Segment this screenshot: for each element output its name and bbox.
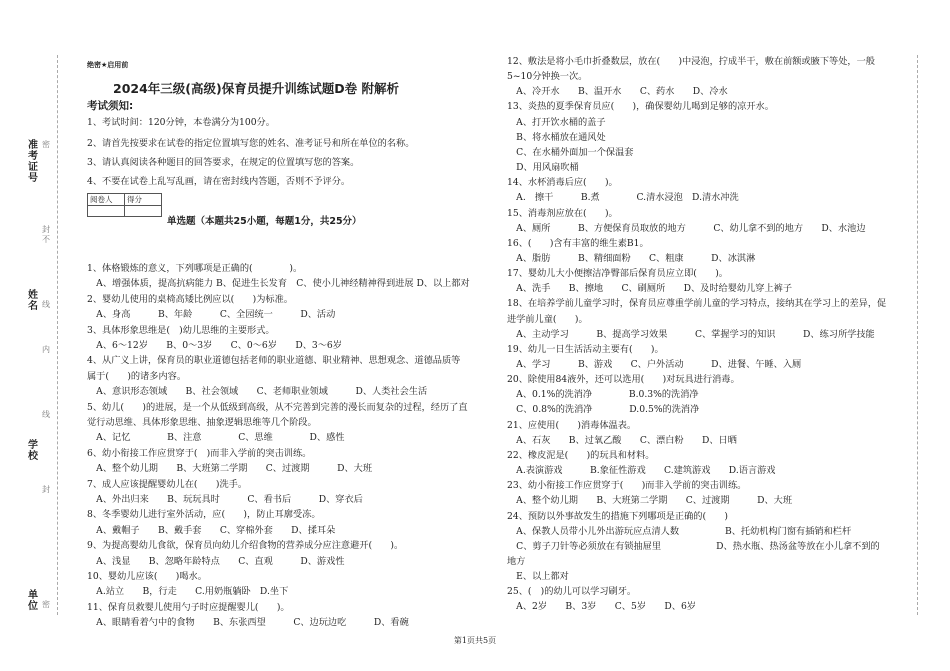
question-line: A、整个幼儿期 B、大班第二学期 C、过渡期 D、大班 bbox=[87, 463, 373, 475]
notice-item: 2、请首先按要求在试卷的指定位置填写您的姓名、准考证号和所在单位的名称。 bbox=[87, 138, 415, 149]
question-line: 16、( )含有丰富的维生素B1。 bbox=[507, 237, 649, 249]
question-line: A、洗手 B、擦地 C、刷厕所 D、及时给婴幼儿穿上裤子 bbox=[507, 283, 793, 295]
question-line: 地方 bbox=[507, 555, 526, 567]
score-blank bbox=[125, 206, 162, 217]
seal-mark: 封 bbox=[42, 225, 50, 234]
binding-margin bbox=[20, 0, 60, 671]
question-line: A、0.1%的洗消净 B.0.3%的洗消净 bbox=[507, 389, 699, 401]
question-line: 24、预防以外事故发生的措施下列哪项是正确的( ) bbox=[507, 510, 728, 522]
question-line: D、用风扇吹桶 bbox=[507, 162, 579, 174]
score-cell: 得分 bbox=[125, 194, 162, 206]
question-line: 5、幼儿( )的进展，是一个从低级到高级，从不完善到完善的漫长而复杂的过程，经历了直 bbox=[87, 401, 468, 413]
name-label: 姓名 bbox=[28, 290, 38, 312]
question-line: A、厕所 B、方便保育员取放的地方 C、幼儿拿不到的地方 D、水池边 bbox=[507, 222, 866, 234]
notice-heading: 考试须知: bbox=[87, 100, 134, 112]
question-line: A、保教人员带小儿外出游玩应点清人数 B、托幼机构门窗有插销和栏杆 bbox=[507, 525, 852, 537]
question-line: A、外出归来 B、玩玩具时 C、看书后 D、穿衣后 bbox=[87, 494, 363, 505]
question-line: A、增强体质，提高抗病能力 B、促进生长发育 C、使小儿神经精神得到进展 D、以上都对 bbox=[87, 278, 470, 290]
question-line: C、剪子刀针等必须放在有锁抽屉里 D、热水瓶、热汤盆等放在小儿拿不到的 bbox=[507, 540, 880, 552]
exam-number-label: 准考证号 bbox=[28, 140, 38, 184]
seal-mark: 内 bbox=[42, 345, 50, 354]
question-line: 1、体格锻炼的意义，下列哪项是正确的( )。 bbox=[87, 263, 303, 274]
question-line: A、石灰 B、过氧乙酸 C、漂白粉 D、日晒 bbox=[507, 434, 737, 446]
question-line: 13、炎热的夏季保育员应( )，确保婴幼儿喝到足够的凉开水。 bbox=[507, 101, 774, 113]
question-line: A. 擦干 B.煮 C.清水浸泡 D.清水冲洗 bbox=[507, 192, 739, 204]
question-line: A、打开饮水桶的盖子 bbox=[507, 116, 606, 128]
question-line: 进学前儿童( )。 bbox=[507, 313, 588, 325]
school-label: 学校 bbox=[28, 440, 38, 462]
question-line: B、将水桶放在通风处 bbox=[507, 131, 606, 143]
seal-line-left bbox=[57, 55, 58, 615]
seal-mark: 线 bbox=[42, 300, 50, 309]
question-line: 22、橡皮泥是( )的玩具和材料。 bbox=[507, 449, 655, 461]
question-line: C、在水桶外面加一个保温套 bbox=[507, 146, 634, 158]
question-line: A、学习 B、游戏 C、户外活动 D、进餐、午睡、入厕 bbox=[507, 359, 802, 370]
grader-cell: 阅卷人 bbox=[88, 194, 125, 206]
question-line: A、主动学习 B、提高学习效果 C、掌握学习的知识 D、练习所学技能 bbox=[507, 328, 875, 340]
page-footer: 第1页共5页 bbox=[453, 636, 497, 645]
seal-mark: 封 bbox=[42, 485, 50, 494]
question-line: A、冷开水 B、温开水 C、药水 D、冷水 bbox=[507, 86, 728, 98]
question-line: A、6～12岁 B、0～3岁 C、0～6岁 D、3～6岁 bbox=[87, 340, 342, 351]
unit-label: 单位 bbox=[28, 590, 38, 612]
question-line: 19、幼儿一日生活活动主要有( )。 bbox=[507, 343, 664, 355]
seal-mark: 密 bbox=[42, 600, 50, 609]
score-table bbox=[87, 193, 162, 217]
question-line: 4、从广义上讲，保育员的职业道德包括老师的职业道德、职业精神、思想观念、道德品质等 bbox=[87, 355, 461, 367]
question-line: 21、应使用( )消毒体温表。 bbox=[507, 419, 637, 431]
question-line: 觉行动思维、具体形象思维、抽象逻辑思维等几个阶段。 bbox=[87, 417, 317, 428]
question-line: 20、除使用84液外，还可以选用( )对玩具进行消毒。 bbox=[507, 374, 740, 386]
seal-mark: 不 bbox=[42, 235, 50, 244]
question-line: 12、敷法是将小毛巾折叠数层，放在( )中浸泡，拧成半干，敷在前额或腋下等处，一般 bbox=[507, 56, 875, 67]
question-line: A、身高 B、年龄 C、全园统一 D、活动 bbox=[87, 309, 336, 321]
question-line: 9、为提高婴幼儿食欲，保育员向幼儿介绍食物的营养成分应注意避开( )。 bbox=[87, 540, 404, 552]
section-heading: 单选题（本题共25小题，每题1分，共25分） bbox=[167, 216, 362, 227]
question-line: 7、成人应该提醒婴幼儿在( )洗手。 bbox=[87, 478, 248, 490]
question-line: A、浅显 B、忽略年龄特点 C、直观 D、游戏性 bbox=[87, 555, 345, 567]
notice-item: 4、不要在试卷上乱写乱画，请在密封线内答题，否则不予评分。 bbox=[87, 176, 351, 187]
seal-mark: 密 bbox=[42, 140, 50, 149]
question-line: C、0.8%的洗消净 D.0.5%的洗消净 bbox=[507, 404, 700, 416]
notice-item: 1、考试时间：120分钟，本卷满分为100分。 bbox=[87, 117, 275, 128]
question-line: A、脂肪 B、精细面粉 C、粗康 D、冰淇淋 bbox=[507, 252, 756, 264]
page-title: 2024年三级(高级)保育员提升训练试题D卷 附解析 bbox=[113, 81, 399, 96]
question-line: 属于( )的诸多内容。 bbox=[87, 370, 187, 382]
seal-line-right bbox=[917, 55, 918, 615]
question-line: 2、婴幼儿使用的桌椅高矮比例应以( )为标准。 bbox=[87, 293, 293, 305]
question-line: A.站立 B，行走 C.用奶瓶躺卧 D.坐下 bbox=[87, 586, 289, 598]
question-line: E、以上都对 bbox=[507, 571, 569, 583]
confidential-mark: 绝密★启用前 bbox=[87, 61, 129, 69]
seal-mark: 线 bbox=[42, 410, 50, 419]
notice-item: 3、请认真阅读各种题目的回答要求，在规定的位置填写您的答案。 bbox=[87, 157, 360, 168]
question-line: A、2岁 B、3岁 C、5岁 D、6岁 bbox=[507, 601, 696, 613]
question-line: 15、消毒剂应放在( )。 bbox=[507, 207, 618, 219]
question-line: A、眼睛看着勺中的食物 B、东张西望 C、边玩边吃 D、看碗 bbox=[87, 617, 409, 629]
question-line: A、意识形态领域 B、社会领域 C、老师职业领域 D、人类社会生活 bbox=[87, 386, 428, 398]
question-line: 25、( )的幼儿可以学习刷牙。 bbox=[507, 586, 637, 598]
question-line: 23、幼小衔接工作应贯穿于( )而非入学前的突击训练。 bbox=[507, 480, 747, 492]
grader-blank bbox=[88, 206, 125, 217]
question-line: 18、在培养学前儿童学习时，保育员应尊重学前儿童的学习特点，接纳其在学习上的差异，促 bbox=[507, 298, 887, 310]
question-line: A、整个幼儿期 B、大班第二学期 C、过渡期 D、大班 bbox=[507, 495, 793, 507]
question-line: A、戴帽子 B、戴手套 C、穿棉外套 D、揉耳朵 bbox=[87, 524, 336, 536]
question-line: 8、冬季婴幼儿进行室外活动，应( )，防止耳廓受冻。 bbox=[87, 509, 321, 521]
question-line: 17、婴幼儿大小便擦洁净臀部后保育员应立即( )。 bbox=[507, 268, 728, 280]
question-line: 14、水杯消毒后应( )。 bbox=[507, 177, 618, 189]
question-line: A、记忆 B、注意 C、思维 D、感性 bbox=[87, 432, 345, 444]
question-line: 10、婴幼儿应该( )喝水。 bbox=[87, 571, 207, 582]
question-line: 5~10分钟换一次。 bbox=[507, 71, 588, 83]
question-line: 11、保育员救婴儿使用勺子时应提醒婴儿( )。 bbox=[87, 601, 290, 613]
question-line: 6、幼小衔接工作应贯穿于( )而非入学前的突击训练。 bbox=[87, 447, 312, 459]
question-line: 3、具体形象思维是( )幼儿思维的主要形式。 bbox=[87, 324, 275, 336]
question-line: A.表演游戏 B.象征性游戏 C.建筑游戏 D.语言游戏 bbox=[507, 465, 776, 477]
